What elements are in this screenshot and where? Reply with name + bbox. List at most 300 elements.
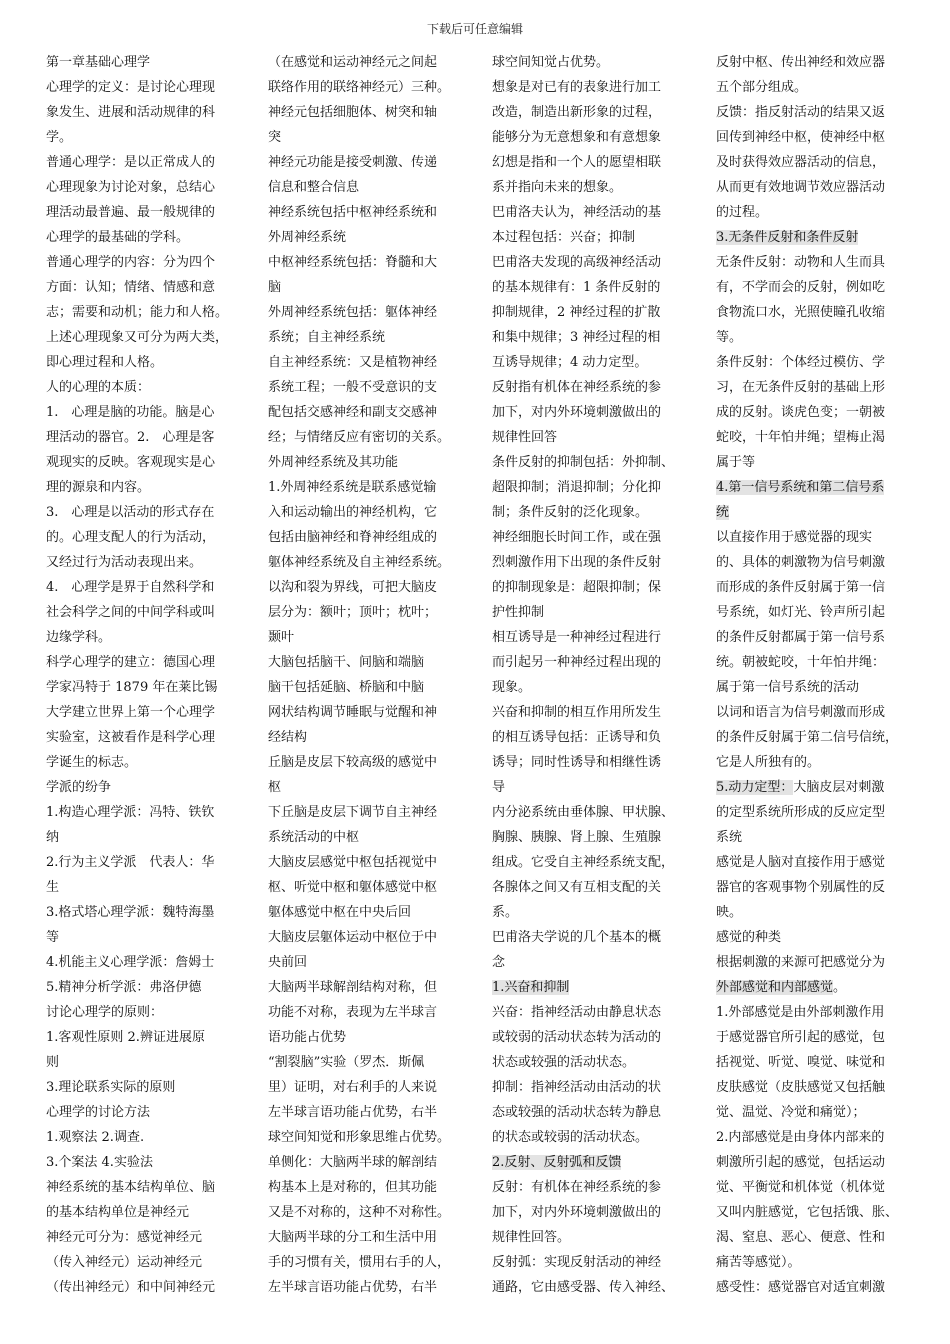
text-line	[492, 575, 702, 600]
text-line	[46, 200, 256, 225]
text-line-main: 经结构	[268, 730, 308, 745]
text-line-main: 的、具体的刺激物为信号刺激	[716, 555, 886, 570]
text-line-main: 外周神经系统	[268, 230, 347, 245]
text-line	[716, 1150, 926, 1175]
text-line-main: 理的源泉和内容。	[46, 480, 151, 495]
text-line	[46, 350, 256, 375]
text-line-main: 系并指向未来的想象。	[492, 180, 623, 195]
text-line	[268, 925, 478, 950]
text-line	[716, 825, 926, 850]
text-line	[716, 75, 926, 100]
text-line-main: 3.个案法 4.实验法	[46, 1155, 153, 1170]
text-line-main: 2.内部感觉是由身体内部来的	[716, 1130, 885, 1145]
text-line-main: 心理学的定义：是讨论心理现	[46, 80, 216, 95]
text-line	[492, 650, 702, 675]
text-line	[268, 475, 478, 500]
text-line	[268, 1150, 478, 1175]
text-line-main: 枢、听觉中枢和躯体感觉中枢	[268, 880, 438, 895]
text-line	[268, 1175, 478, 1200]
text-line	[268, 450, 478, 475]
text-line	[268, 1000, 478, 1025]
text-line-main: 的定型系统所形成的反应定型	[716, 805, 886, 820]
text-line-main: 神经系统的基本结构单位、脑	[46, 1180, 216, 1195]
text-line	[268, 650, 478, 675]
text-line	[46, 750, 256, 775]
text-line-main: 或较弱的活动状态转为活动的	[492, 1030, 662, 1045]
text-line-main: 学。	[46, 130, 73, 145]
text-line-main: 胸腺、胰腺、肾上腺、生殖腺	[492, 830, 662, 845]
text-line	[268, 1100, 478, 1125]
text-line-main: 器官的客观事物个别属性的反	[716, 880, 886, 895]
text-line-rest: 。	[833, 980, 847, 995]
text-line	[492, 725, 702, 750]
text-line	[268, 800, 478, 825]
text-line	[268, 550, 478, 575]
text-line	[268, 1075, 478, 1100]
text-line-main: 第一章基础心理学	[46, 55, 151, 70]
text-line	[46, 950, 256, 975]
text-line-main: 巴甫洛夫学说的几个基本的概	[492, 930, 662, 945]
text-line	[46, 600, 256, 625]
text-line-main: 神经系统包括中枢神经系统和	[268, 205, 438, 220]
text-line	[492, 200, 702, 225]
text-line-main: 心理学的讨论方法	[46, 1105, 151, 1120]
text-column-3	[492, 50, 702, 1300]
text-line-main: 烈刺激作用下出现的条件反射	[492, 555, 662, 570]
text-line	[492, 500, 702, 525]
text-line-main: 方面：认知；情绪、情感和意	[46, 280, 216, 295]
text-line	[492, 1250, 702, 1275]
text-line-main: 1.兴奋和抑制	[492, 980, 570, 995]
text-line	[268, 775, 478, 800]
text-line	[46, 800, 256, 825]
text-line-main: 手的习惯有关，惯用右手的人，	[268, 1255, 451, 1270]
text-line	[268, 75, 478, 100]
text-line-main: 各腺体之间又有互相支配的关	[492, 880, 662, 895]
text-line	[46, 875, 256, 900]
text-line	[492, 75, 702, 100]
text-line-main: 内分泌系统由垂体腺、甲状腺、	[492, 805, 675, 820]
text-line-main: 映。	[716, 905, 743, 920]
text-line	[716, 325, 926, 350]
text-line-main: 外周神经系统包括：躯体神经	[268, 305, 438, 320]
text-line-main: 外部感觉和内部感觉	[716, 980, 834, 995]
text-line-main: （传出神经元）和中间神经元	[46, 1280, 216, 1295]
text-line	[492, 1100, 702, 1125]
text-line	[492, 525, 702, 550]
text-line	[268, 675, 478, 700]
text-line	[268, 325, 478, 350]
text-line	[46, 1050, 256, 1075]
text-line	[716, 700, 926, 725]
text-line	[46, 375, 256, 400]
text-line	[492, 975, 702, 1000]
text-line	[492, 350, 702, 375]
text-line	[46, 125, 256, 150]
text-line-main: 普通心理学：是以正常成人的	[46, 155, 216, 170]
text-line-main: 感觉的种类	[716, 930, 782, 945]
text-line	[492, 850, 702, 875]
text-line-main: 央前回	[268, 955, 308, 970]
text-line	[716, 600, 926, 625]
text-line-main: 而引起另一种神经过程出现的	[492, 655, 662, 670]
text-line	[716, 225, 926, 250]
text-line-main: 属于等	[716, 455, 756, 470]
text-line	[716, 1250, 926, 1275]
text-line-main: 以直接作用于感觉器的现实	[716, 530, 873, 545]
text-line	[716, 200, 926, 225]
text-line-main: 1.观察法 2.调查.	[46, 1130, 145, 1145]
text-line	[492, 625, 702, 650]
text-line	[46, 250, 256, 275]
text-line-main: 的。心理支配人的行为活动，	[46, 530, 216, 545]
text-line-main: 丘脑是皮层下较高级的感觉中	[268, 755, 438, 770]
text-line-main: 规律性回答。	[492, 1230, 571, 1245]
text-line	[716, 450, 926, 475]
text-line-main: 和集中规律；3 神经过程的相	[492, 330, 661, 345]
text-line	[716, 975, 926, 1000]
text-line	[492, 125, 702, 150]
text-line-main: 念	[492, 955, 506, 970]
text-line-main: 抑制规律，2 神经过程的扩散	[492, 305, 661, 320]
text-line-main: 讨论心理学的原则：	[46, 1005, 164, 1020]
text-line	[46, 900, 256, 925]
text-line	[46, 775, 256, 800]
text-line-main: 觉、平衡觉和机体觉（机体觉	[716, 1180, 886, 1195]
text-line	[268, 50, 478, 75]
text-line	[268, 225, 478, 250]
text-line	[46, 725, 256, 750]
text-line	[492, 325, 702, 350]
text-line-main: 痛苦等感觉）。	[716, 1255, 801, 1270]
text-line	[716, 275, 926, 300]
text-line-main: 学派的纷争	[46, 780, 112, 795]
text-line	[492, 775, 702, 800]
text-line	[716, 725, 926, 750]
text-line	[268, 1125, 478, 1150]
text-line-main: 5.动力定型：	[716, 780, 794, 795]
text-line	[268, 575, 478, 600]
text-line-main: 统。朝被蛇咬，十年怕井绳：	[716, 655, 886, 670]
text-line-main: 幻想是指和一个人的愿望相联	[492, 155, 662, 170]
text-line-main: 改造，制造出新形象的过程，	[492, 105, 662, 120]
text-line	[46, 1250, 256, 1275]
text-line-main: 反射弧：实现反射活动的神经	[492, 1255, 662, 1270]
text-line-main: 4. 心理学是界于自然科学和	[46, 580, 215, 595]
text-line	[716, 1100, 926, 1125]
text-line	[268, 900, 478, 925]
text-line-main: 层分为：额叶；顶叶；枕叶；	[268, 605, 438, 620]
text-line	[492, 1000, 702, 1025]
text-line	[492, 750, 702, 775]
text-line	[46, 50, 256, 75]
text-line	[268, 1025, 478, 1050]
text-line	[46, 1025, 256, 1050]
text-line-main: 心理学的最基础的学科。	[46, 230, 190, 245]
text-line-main: 五个部分组成。	[716, 80, 808, 95]
text-line	[492, 1275, 702, 1300]
text-line	[46, 825, 256, 850]
text-column-4	[716, 50, 926, 1300]
text-line	[268, 1275, 478, 1300]
text-line	[46, 425, 256, 450]
text-line	[492, 275, 702, 300]
text-line	[46, 625, 256, 650]
text-line-main: 系统	[716, 830, 743, 845]
text-line	[492, 1025, 702, 1050]
text-line-main: “割裂脑”实验（罗杰．斯佩	[268, 1055, 425, 1070]
text-line	[46, 400, 256, 425]
text-line	[492, 950, 702, 975]
text-line	[268, 625, 478, 650]
text-line-main: 躯体神经系统及自主神经系统。	[268, 555, 451, 570]
text-line	[268, 875, 478, 900]
text-line-main: 1.客观性原则 2.辨证进展原	[46, 1030, 205, 1045]
text-line-main: 通路，它由感受器、传入神经、	[492, 1280, 675, 1295]
text-line-main: 反射指有机体在神经系统的参	[492, 380, 662, 395]
text-line-main: 大脑两半球的分工和生活中用	[268, 1230, 438, 1245]
text-line	[716, 1225, 926, 1250]
text-line	[492, 825, 702, 850]
text-line-main: 3.无条件反射和条件反射	[716, 230, 859, 245]
text-line-main: 左半球言语功能占优势，右半	[268, 1280, 438, 1295]
text-line-main: 等。	[716, 330, 743, 345]
text-line-main: 颞叶	[268, 630, 295, 645]
text-line-main: 1.外部感觉是由外部刺激作用	[716, 1005, 885, 1020]
text-line-main: 中枢神经系统包括：脊髓和大	[268, 255, 438, 270]
text-line	[492, 1075, 702, 1100]
text-line-main: 里）证明，对右利手的人来说	[268, 1080, 438, 1095]
text-line-main: 学诞生的标志。	[46, 755, 138, 770]
text-line-main: 想象是对已有的表象进行加工	[492, 80, 662, 95]
text-line	[492, 700, 702, 725]
text-line-main: 觉、温觉、冷觉和痛觉）；	[716, 1105, 866, 1120]
text-line-main: 反射：有机体在神经系统的参	[492, 1180, 662, 1195]
text-line	[492, 300, 702, 325]
text-line	[716, 100, 926, 125]
text-line	[716, 950, 926, 975]
text-line-main: 加下，对内外环境刺激做出的	[492, 1205, 662, 1220]
text-line	[716, 150, 926, 175]
text-line-main: 球空间知觉和形象思维占优势。	[268, 1130, 451, 1145]
text-line-main: 大脑包括脑干、间脑和端脑	[268, 655, 425, 670]
text-line-main: 习，在无条件反射的基础上形	[716, 380, 886, 395]
text-line-main: 巴甫洛夫认为，神经活动的基	[492, 205, 662, 220]
text-line-main: 制；条件反射的泛化现象。	[492, 505, 649, 520]
text-line-main: 条件反射的抑制包括：外抑制、	[492, 455, 675, 470]
text-line-main: 导	[492, 780, 506, 795]
text-line	[46, 1075, 256, 1100]
text-line	[492, 550, 702, 575]
text-line-main: 理活动最普遍、最一般规律的	[46, 205, 216, 220]
text-line-main: 语功能占优势	[268, 1030, 347, 1045]
text-line-main: 有，不学而会的反射，例如吃	[716, 280, 886, 295]
text-line-main: 反馈：指反射活动的结果又返	[716, 105, 886, 120]
text-line	[492, 50, 702, 75]
text-line	[268, 825, 478, 850]
text-line-main: 生	[46, 880, 60, 895]
text-line-main: 左半球言语功能占优势，右半	[268, 1105, 438, 1120]
text-line	[268, 850, 478, 875]
text-line	[46, 150, 256, 175]
text-line	[492, 250, 702, 275]
text-line	[268, 700, 478, 725]
text-line-main: 根据刺激的来源可把感觉分为	[716, 955, 886, 970]
text-line-main: 状态或较强的活动状态。	[492, 1055, 636, 1070]
text-line-main: 躯体感觉中枢在中央后回	[268, 905, 412, 920]
text-line-main: 又是不对称的，这种不对称性。	[268, 1205, 451, 1220]
text-line-main: 以沟和裂为界线，可把大脑皮	[268, 580, 438, 595]
text-line	[716, 850, 926, 875]
text-line	[46, 1175, 256, 1200]
text-line-main: 蛇咬，十年怕井绳；望梅止渴	[716, 430, 886, 445]
text-line-main: 兴奋：指神经活动由静息状态	[492, 1005, 662, 1020]
text-line	[268, 375, 478, 400]
text-line-main: 普通心理学的内容：分为四个	[46, 255, 216, 270]
text-line	[268, 100, 478, 125]
text-line-main: 神经元可分为：感觉神经元	[46, 1230, 203, 1245]
text-line	[716, 350, 926, 375]
text-line	[716, 475, 926, 500]
text-line-main: 3. 心理是以活动的形式存在	[46, 505, 215, 520]
text-line	[492, 1050, 702, 1075]
text-line	[46, 525, 256, 550]
text-line	[716, 1175, 926, 1200]
text-line-main: 又叫内脏感觉，它包括饿、胀、	[716, 1205, 899, 1220]
text-line-main: 经；与情绪反应有密切的关系。	[268, 430, 451, 445]
text-line	[716, 250, 926, 275]
text-line	[46, 650, 256, 675]
text-line	[716, 875, 926, 900]
text-line-main: 相互诱导是一种神经过程进行	[492, 630, 662, 645]
text-line-main: 现象。	[492, 680, 532, 695]
text-line-main: 兴奋和抑制的相互作用所发生	[492, 705, 662, 720]
text-line	[268, 950, 478, 975]
text-line-main: 规律性回答	[492, 430, 558, 445]
text-line-main: 脑干包括延脑、桥脑和中脑	[268, 680, 425, 695]
text-line-main: 5.精神分析学派：弗洛伊德	[46, 980, 202, 995]
text-line-main: 及时获得效应器活动的信息，	[716, 155, 886, 170]
text-line-main: 大脑皮层躯体运动中枢位于中	[268, 930, 438, 945]
text-line	[716, 775, 926, 800]
text-line-main: 抑制：指神经活动由活动的状	[492, 1080, 662, 1095]
text-line	[46, 675, 256, 700]
text-line	[268, 600, 478, 625]
text-line	[716, 175, 926, 200]
text-line-main: 的条件反射属于第二信号信统，	[716, 730, 899, 745]
text-line	[716, 550, 926, 575]
text-line-main: 从而更有效地调节效应器活动	[716, 180, 886, 195]
text-column-1	[46, 50, 256, 1300]
text-line-main: 4.第一信号系统和第二信号系	[716, 480, 885, 495]
text-line	[492, 225, 702, 250]
text-column-2	[268, 50, 478, 1300]
text-line	[716, 50, 926, 75]
text-line-main: 它是人所独有的。	[716, 755, 821, 770]
text-line	[716, 425, 926, 450]
text-line-main: 感受性：感觉器官对适宜刺激	[716, 1280, 886, 1295]
text-line	[268, 250, 478, 275]
text-line	[716, 900, 926, 925]
text-line-main: 象发生、进展和活动规律的科	[46, 105, 216, 120]
text-line	[46, 75, 256, 100]
text-line	[46, 575, 256, 600]
text-line-main: 球空间知觉占优势。	[492, 55, 610, 70]
text-line-main: 渴、窒息、恶心、便意、性和	[716, 1230, 886, 1245]
text-line-main: 无条件反射：动物和人生而具	[716, 255, 886, 270]
text-line-main: 自主神经系统：又是植物神经	[268, 355, 438, 370]
text-line-main: 网状结构调节睡眠与觉醒和神	[268, 705, 438, 720]
text-line-main: 的过程。	[716, 205, 769, 220]
text-line	[46, 325, 256, 350]
text-line	[268, 150, 478, 175]
text-line-rest: 大脑皮层对刺激	[793, 780, 885, 795]
text-line-main: 组成。它受自主神经系统支配，	[492, 855, 675, 870]
text-line-main: 系统；自主神经系统	[268, 330, 386, 345]
text-line-main: 联络作用的联络神经元）三种。	[268, 80, 451, 95]
text-line-main: 的基本规律有：1 条件反射的	[492, 280, 661, 295]
text-line	[268, 175, 478, 200]
text-line-main: 于感觉器官所引起的感觉，包	[716, 1030, 886, 1045]
text-line	[492, 1200, 702, 1225]
text-line	[268, 1050, 478, 1075]
text-line	[716, 1125, 926, 1150]
text-line-main: 配包括交感神经和副支交感神	[268, 405, 438, 420]
text-line-main: 实验室，这被看作是科学心理	[46, 730, 216, 745]
text-line-main: 的状态或较弱的活动状态。	[492, 1130, 649, 1145]
text-line	[716, 1075, 926, 1100]
text-line-main: 护性抑制	[492, 605, 545, 620]
text-line-main: 的相互诱导包括：正诱导和负	[492, 730, 662, 745]
text-line	[46, 175, 256, 200]
page-header: 下载后可任意编辑	[426, 22, 523, 36]
text-line	[46, 850, 256, 875]
text-line	[46, 1125, 256, 1150]
text-line-main: 构基本上是对称的，但其功能	[268, 1180, 438, 1195]
text-line	[716, 675, 926, 700]
text-line	[716, 125, 926, 150]
text-line-main: 大脑皮层感觉中枢包括视觉中	[268, 855, 438, 870]
text-line-main: 皮肤感觉（皮肤感觉又包括触	[716, 1080, 886, 1095]
text-line-main: 科学心理学的建立：德国心理	[46, 655, 216, 670]
text-line-main: 4.机能主义心理学派：詹姆士	[46, 955, 215, 970]
text-line-main: 等	[46, 930, 60, 945]
text-line	[268, 125, 478, 150]
text-line	[716, 1050, 926, 1075]
text-line-main: 单侧化：大脑两半球的解剖结	[268, 1155, 438, 1170]
text-line-main: 巴甫洛夫发现的高级神经活动	[492, 255, 662, 270]
text-line-main: 外周神经系统及其功能	[268, 455, 399, 470]
text-line-main: 信息和整合信息	[268, 180, 360, 195]
text-line-main: 2.行为主义学派 代表人：华	[46, 855, 215, 870]
text-line	[492, 600, 702, 625]
text-line-main: 神经细胞长时间工作，或在强	[492, 530, 662, 545]
text-line-main: 超限抑制；消退抑制；分化抑	[492, 480, 662, 495]
text-line-main: 统	[716, 505, 730, 520]
text-line-main: 能够分为无意想象和有意想象	[492, 130, 662, 145]
text-line	[46, 1275, 256, 1300]
text-line-main: 心理现象为讨论对象，总结心	[46, 180, 216, 195]
text-line	[492, 900, 702, 925]
text-line-main: 3.理论联系实际的原则	[46, 1080, 176, 1095]
text-line	[268, 750, 478, 775]
text-line	[268, 725, 478, 750]
text-line	[268, 1250, 478, 1275]
text-line	[46, 500, 256, 525]
text-line	[268, 200, 478, 225]
text-line	[492, 150, 702, 175]
text-line-main: 而形成的条件反射属于第一信	[716, 580, 886, 595]
